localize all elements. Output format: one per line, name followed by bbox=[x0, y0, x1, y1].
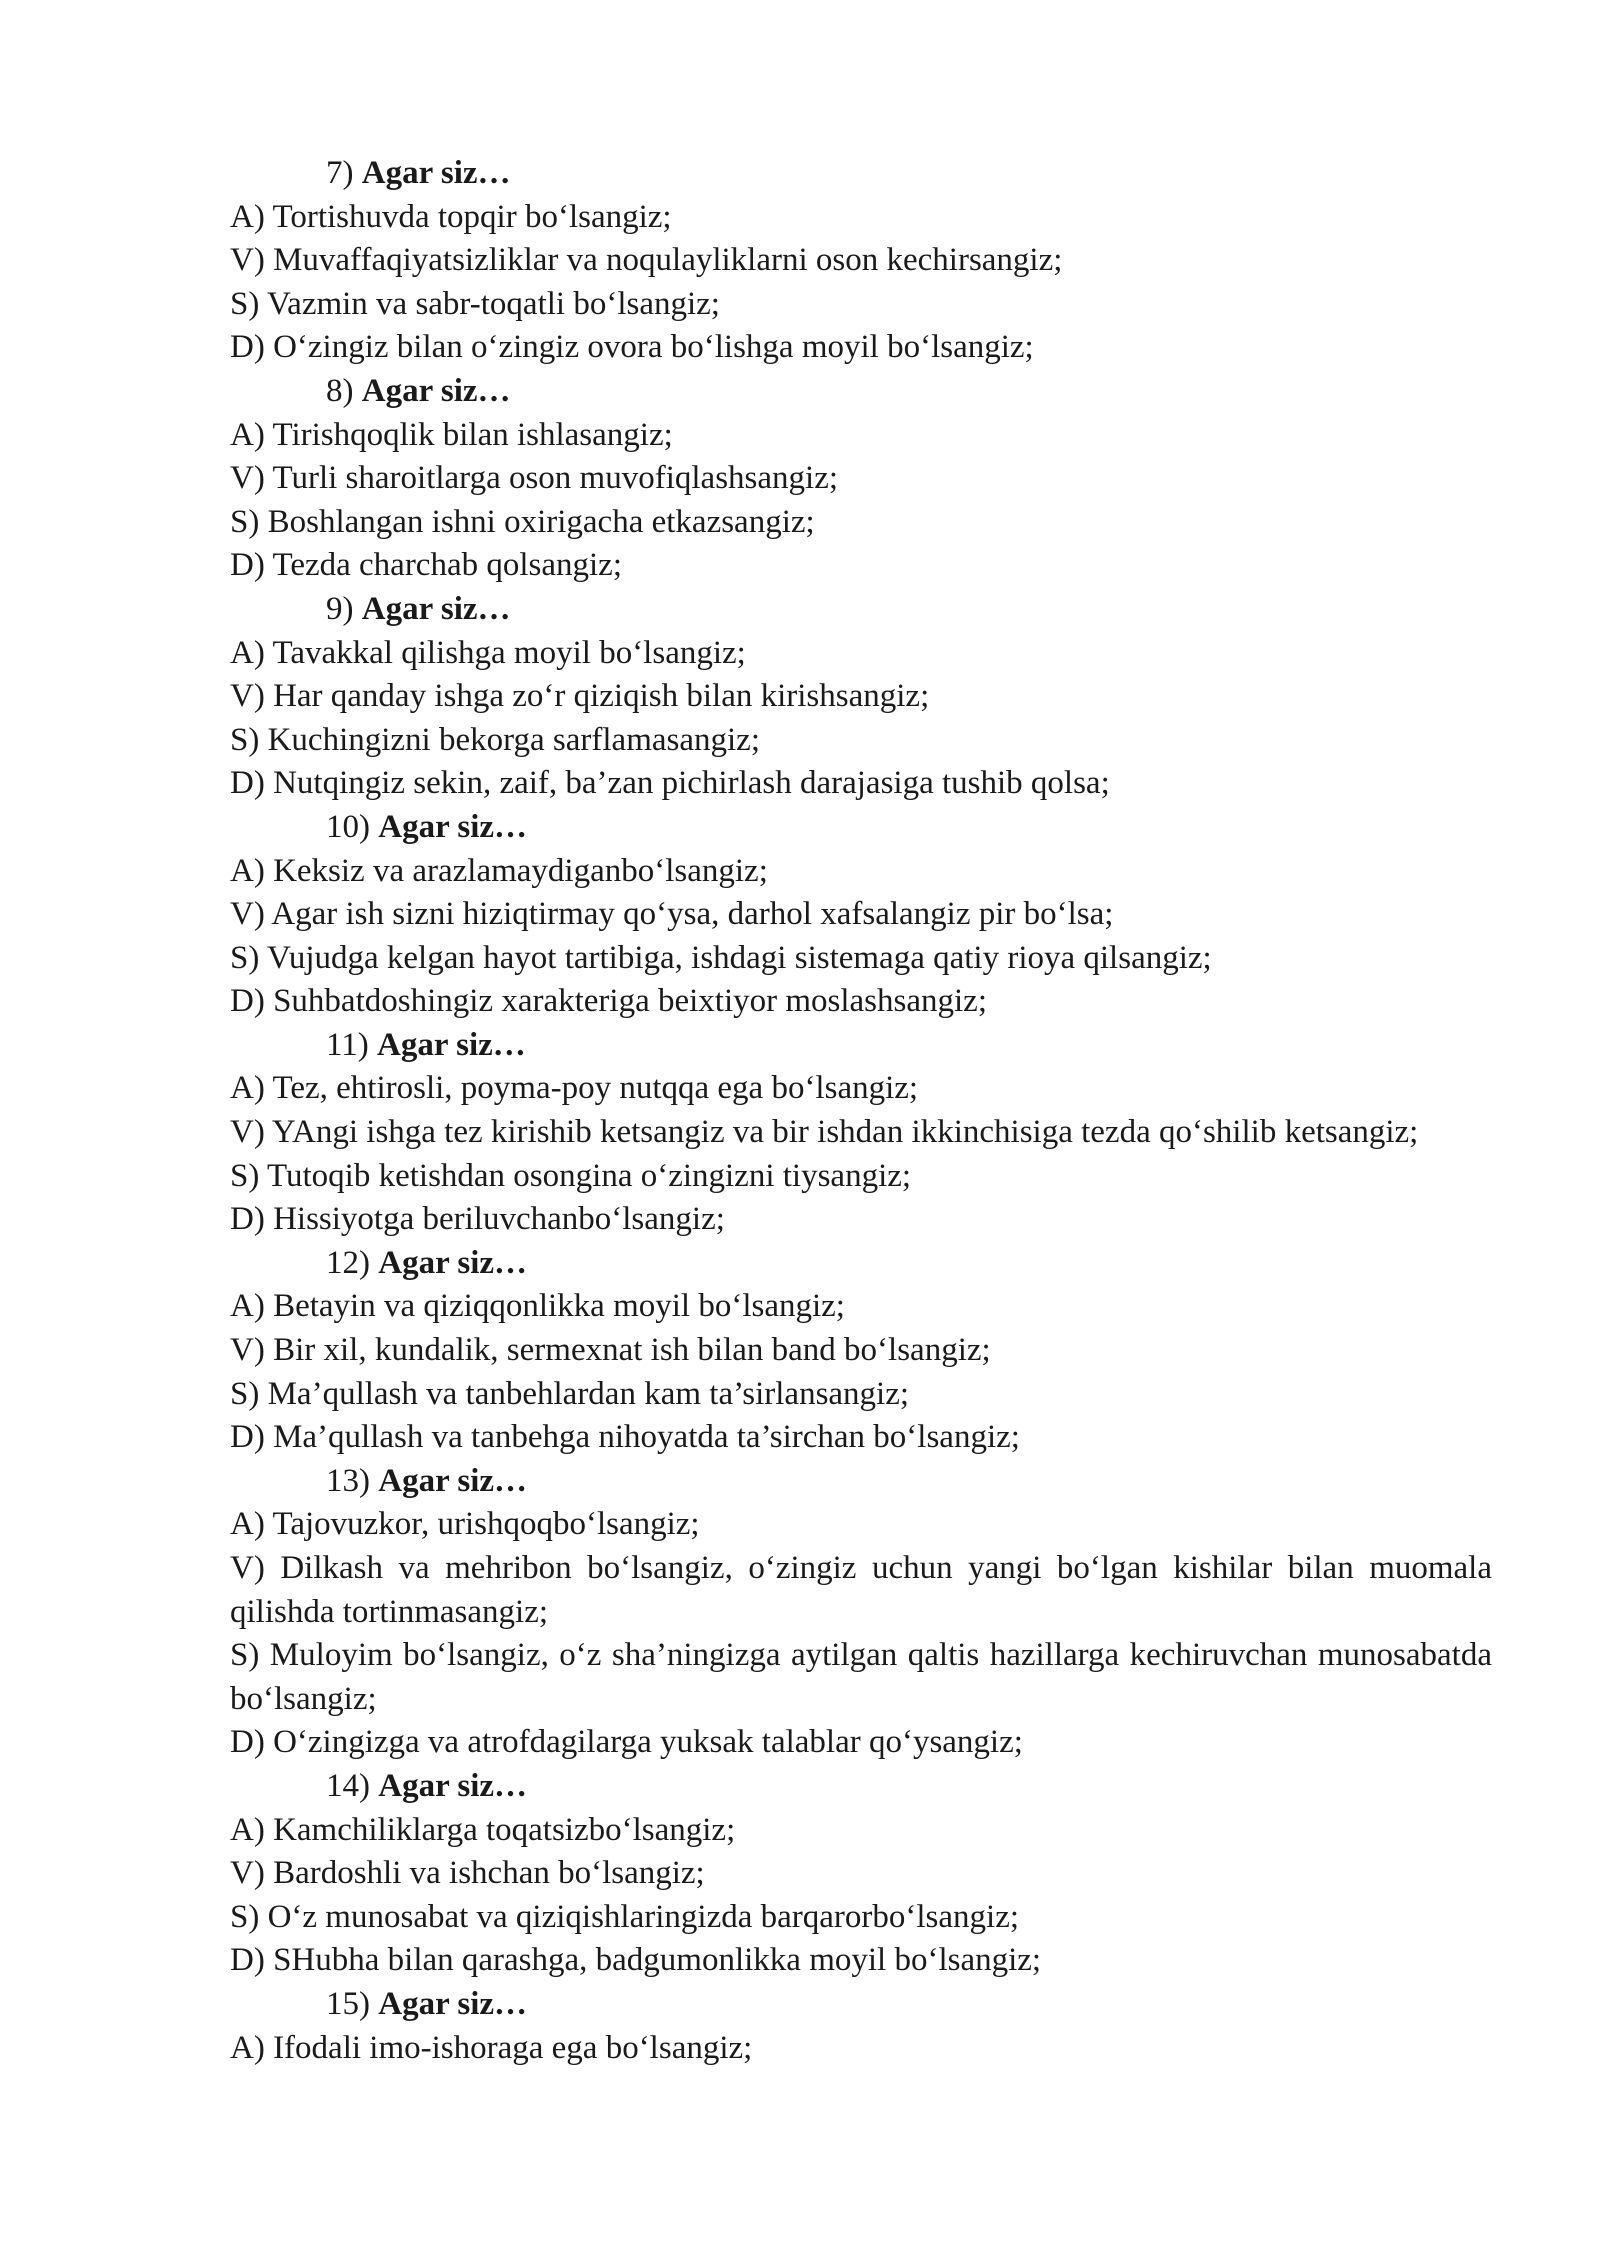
question-heading bbox=[230, 1460, 1492, 1504]
question-heading bbox=[230, 370, 1492, 414]
answer-option: S) Vujudga kelgan hayot tartibiga, ishdagi sistemaga qatiy rioya qilsangiz; bbox=[230, 939, 1212, 976]
answer-option: S) Tutoqib ketishdan osongina o‘zingizni tiysangiz; bbox=[230, 1157, 912, 1194]
question-number: 11) bbox=[326, 1026, 369, 1063]
answer-option: D) Ma’qullash va tanbehga nihoyatda ta’sirchan bo‘lsangiz; bbox=[230, 1419, 1020, 1456]
answer-option: S) Ma’qullash va tanbehlardan kam ta’sirlansangiz; bbox=[230, 1375, 910, 1412]
answer-option: A) Tirishqoqlik bilan ishlasangiz; bbox=[230, 416, 673, 453]
answer-option: S) O‘z munosabat va qiziqishlaringizda barqarorbo‘lsangiz; bbox=[230, 1898, 1020, 1935]
answer-option: V) Turli sharoitlarga oson muvofiqlashsangiz; bbox=[230, 460, 839, 497]
answer-option: A) Keksiz va arazlamaydiganbo‘lsangiz; bbox=[230, 852, 768, 889]
question-heading bbox=[230, 1983, 1492, 2027]
answer-option: V) Bardoshli va ishchan bo‘lsangiz; bbox=[230, 1855, 705, 1892]
answer-option: D) Tezda charchab qolsangiz; bbox=[230, 547, 622, 584]
question-heading bbox=[230, 152, 1492, 196]
answer-option: A) Kamchiliklarga toqatsizbo‘lsangiz; bbox=[230, 1811, 736, 1848]
answer-option: V) Har qanday ishga zo‘r qiziqish bilan kirishsangiz; bbox=[230, 678, 930, 715]
answer-option: D) O‘zingizga va atrofdagilarga yuksak talablar qo‘ysangiz; bbox=[230, 1724, 1023, 1761]
answer-option: S) Boshlangan ishni oxirigacha etkazsangiz; bbox=[230, 503, 815, 540]
answer-option: V) Bir xil, kundalik, sermexnat ish bilan band bo‘lsangiz; bbox=[230, 1332, 991, 1369]
answer-option: D) Suhbatdoshingiz xarakteriga beixtiyor moslashsangiz; bbox=[230, 983, 988, 1020]
question-heading bbox=[230, 1024, 1492, 1068]
question-number: 9) bbox=[326, 590, 354, 627]
question-heading bbox=[230, 1765, 1492, 1809]
answer-option: S) Kuchingizni bekorga sarflamasangiz; bbox=[230, 721, 760, 758]
question-number: 7) bbox=[326, 155, 354, 191]
question-prompt: Agar siz… bbox=[361, 372, 511, 409]
question-prompt: Agar siz… bbox=[361, 155, 511, 191]
answer-option: S) Muloyim bo‘lsangiz, o‘z sha’ningizga aytilgan qaltis hazillarga kechiruvchan munosabatda bo‘lsangiz; bbox=[230, 1637, 1492, 1717]
answer-option: V) Dilkash va mehribon bo‘lsangiz, o‘zingiz uchun yangi bo‘lgan kishilar bilan muomala qilishda tortinmasangiz; bbox=[230, 1550, 1492, 1630]
question-number: 13) bbox=[326, 1462, 370, 1499]
answer-option: D) Nutqingiz sekin, zaif, ba’zan pichirlash darajasiga tushib qolsa; bbox=[230, 765, 1110, 802]
question-number: 12) bbox=[326, 1244, 370, 1281]
question-prompt: Agar siz… bbox=[378, 1767, 528, 1804]
questionnaire bbox=[230, 152, 1492, 2070]
answer-option: S) Vazmin va sabr-toqatli bo‘lsangiz; bbox=[230, 285, 720, 322]
question-prompt: Agar siz… bbox=[377, 1026, 526, 1063]
question-number: 15) bbox=[326, 1985, 370, 2022]
answer-option: V) Agar ish sizni hiziqtirmay qo‘ysa, darhol xafsalangiz pir bo‘lsa; bbox=[230, 896, 1114, 933]
answer-option: A) Tavakkal qilishga moyil bo‘lsangiz; bbox=[230, 634, 746, 671]
answer-option: D) Hissiyotga beriluvchanbo‘lsangiz; bbox=[230, 1201, 725, 1238]
question-prompt: Agar siz… bbox=[378, 1462, 528, 1499]
question-prompt: Agar siz… bbox=[378, 1244, 528, 1281]
answer-option: A) Tortishuvda topqir bo‘lsangiz; bbox=[230, 198, 672, 235]
question-prompt: Agar siz… bbox=[361, 590, 511, 627]
answer-option: V) Muvaffaqiyatsizliklar va noqulayliklarni oson kechirsangiz; bbox=[230, 242, 1063, 279]
answer-option: A) Betayin va qiziqqonlikka moyil bo‘lsangiz; bbox=[230, 1288, 845, 1325]
question-prompt: Agar siz… bbox=[378, 808, 528, 845]
answer-option: D) O‘zingiz bilan o‘zingiz ovora bo‘lishga moyil bo‘lsangiz; bbox=[230, 329, 1034, 366]
question-heading bbox=[230, 588, 1492, 632]
answer-option: A) Tajovuzkor, urishqoqbo‘lsangiz; bbox=[230, 1506, 700, 1543]
question-number: 8) bbox=[326, 372, 354, 409]
answer-option: V) YAngi ishga tez kirishib ketsangiz va bir ishdan ikkinchisiga tezda qo‘shilib ketsangiz; bbox=[230, 1114, 1419, 1151]
question-number: 14) bbox=[326, 1767, 370, 1804]
question-prompt: Agar siz… bbox=[378, 1985, 528, 2022]
answer-option: A) Ifodali imo-ishoraga ega bo‘lsangiz; bbox=[230, 2029, 753, 2066]
question-heading bbox=[230, 806, 1492, 850]
answer-option: A) Tez, ehtirosli, poyma-poy nutqqa ega bo‘lsangiz; bbox=[230, 1070, 919, 1107]
question-heading bbox=[230, 1242, 1492, 1286]
question-number: 10) bbox=[326, 808, 370, 845]
answer-option: D) SHubha bilan qarashga, badgumonlikka moyil bo‘lsangiz; bbox=[230, 1942, 1042, 1979]
